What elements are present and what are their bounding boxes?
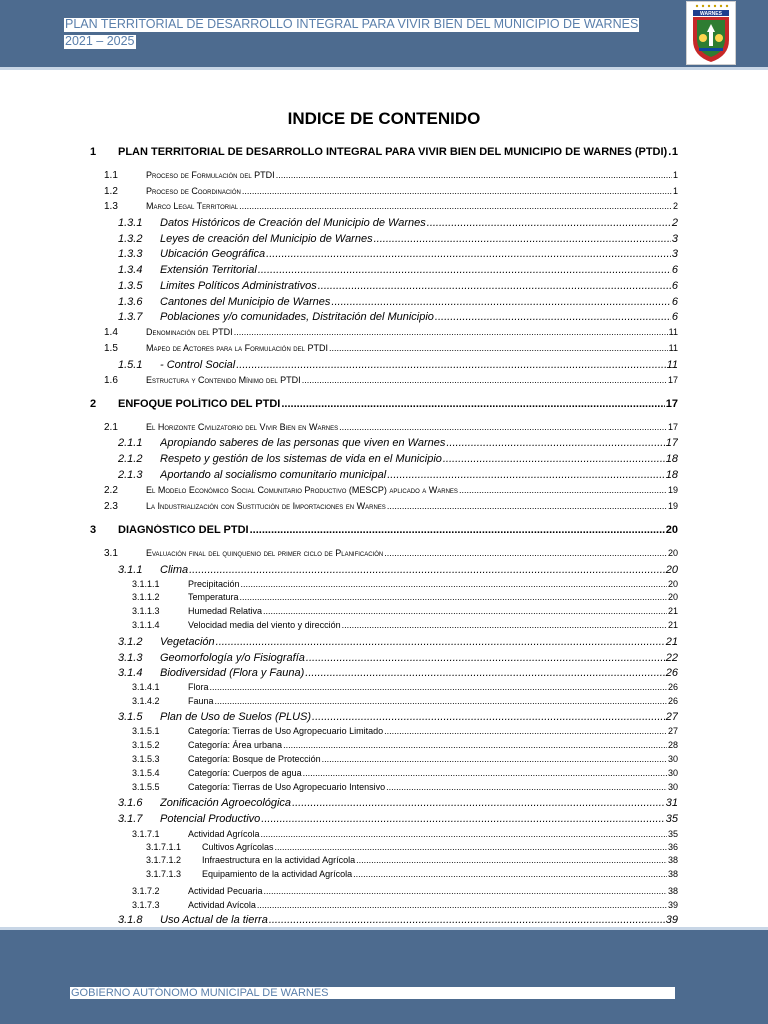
toc-entry-number: 1.3.6: [118, 296, 143, 308]
toc-entry-number: 2.1.3: [118, 469, 143, 481]
toc-entry-page: 30: [667, 768, 678, 778]
toc-entry-page: 17: [665, 398, 678, 410]
toc-entry-number: 1.2: [104, 186, 118, 197]
toc-entry-page: 17: [667, 375, 678, 385]
toc-entry-number: 3.1.1.4: [132, 620, 160, 630]
toc-entry-title: Categoría: Bosque de Protección: [188, 754, 321, 764]
toc-entry-title: Proceso de Coordinación: [146, 186, 241, 196]
toc-entry-page: 20: [667, 548, 678, 558]
toc-entry-page: 20: [667, 592, 678, 602]
toc-entry-number: 3.1.5.5: [132, 782, 160, 792]
toc-entry-number: 1.1: [104, 170, 118, 181]
toc-entry-page: 38: [667, 869, 678, 879]
toc-dot-leader: [210, 682, 667, 692]
toc-entry-number: 1.3.2: [118, 233, 143, 245]
toc-entry-number: 3.1.7.1: [132, 829, 160, 839]
toc-dot-leader: [387, 501, 667, 511]
toc-entry-title: PLAN TERRITORIAL DE DESARROLLO INTEGRAL PARA VIVIR BIEN DEL MUNICIPIO DE WARNES (PTDI): [118, 146, 668, 158]
toc-entry-page: 17: [665, 437, 678, 449]
toc-entry-page: 35: [665, 813, 678, 825]
toc-dot-leader: [435, 311, 671, 323]
toc-entry-page: 38: [667, 855, 678, 865]
toc-dot-leader: [234, 327, 668, 337]
toc-dot-leader: [189, 564, 665, 576]
toc-entry-number: 1.3: [104, 201, 118, 212]
toc-entry-title: Cantones del Municipio de Warnes: [160, 296, 331, 308]
toc-entry-page: 21: [665, 636, 678, 648]
toc-entry-title: Categoría: Tierras de Uso Agropecuario Intensivo: [188, 782, 386, 792]
toc-dot-leader: [312, 711, 665, 723]
toc-entry-page: 1: [672, 186, 678, 196]
toc-entry-number: 1.3.1: [118, 217, 143, 229]
toc-entry-title: Cultivos Agrícolas: [202, 842, 274, 852]
toc-dot-leader: [386, 782, 667, 792]
toc-dot-leader: [215, 696, 667, 706]
toc-dot-leader: [306, 652, 665, 664]
toc-entry-number: 3.1.5.4: [132, 768, 160, 778]
toc-entry-title: Leyes de creación del Municipio de Warnes: [160, 233, 373, 245]
toc-dot-leader: [263, 606, 667, 616]
toc-dot-leader: [459, 485, 667, 495]
toc-entry-page: 20: [665, 564, 678, 576]
toc-entry-page: 3: [671, 233, 678, 245]
toc-dot-leader: [356, 855, 667, 865]
toc-entry-number: 3.1.4: [118, 667, 143, 679]
toc-entry-page: 36: [667, 842, 678, 852]
toc-dot-leader: [303, 768, 667, 778]
toc-entry-page: 3: [671, 248, 678, 260]
toc-entry-page: 1: [671, 146, 678, 158]
toc-dot-leader: [261, 829, 667, 839]
toc-entry-page: 21: [667, 620, 678, 630]
toc-entry-page: 26: [665, 667, 678, 679]
toc-entry-title: Estructura y Contenido Mínimo del PTDI: [146, 375, 301, 385]
toc-entry-page: 19: [667, 485, 678, 495]
toc-entry-title: La Industrialización con Sustitución de Importaciones en Warnes: [146, 501, 386, 511]
toc-entry-number: 3.1.1.1: [132, 579, 160, 589]
toc-entry-title: Aportando al socialismo comunitario municipal: [160, 469, 387, 481]
toc-entry-title: Fauna: [188, 696, 214, 706]
toc-entry-title: Precipitación: [188, 579, 240, 589]
toc-entry-title: Marco Legal Territorial: [146, 201, 239, 211]
svg-text:WARNES: WARNES: [700, 11, 722, 17]
toc-entry-number: 2: [90, 398, 97, 410]
toc-entry-title: Datos Históricos de Creación del Municipio de Warnes: [160, 217, 426, 229]
toc-entry-number: 1.6: [104, 375, 118, 386]
toc-dot-leader: [264, 886, 667, 896]
toc-entry-title: Plan de Uso de Suelos (PLUS): [160, 711, 312, 723]
toc-entry-title: Geomorfología y/o Fisiografía: [160, 652, 305, 664]
toc-dot-leader: [236, 359, 665, 371]
toc-entry-page: 27: [665, 711, 678, 723]
toc-dot-leader: [384, 548, 667, 558]
toc-entry-page: 19: [667, 501, 678, 511]
toc-entry-title: Vegetación: [160, 636, 215, 648]
toc-entry-title: Denominación del PTDI: [146, 327, 233, 337]
toc-entry-title: Actividad Agrícola: [188, 829, 260, 839]
toc-entry-number: 3.1.7.1.3: [146, 869, 182, 879]
toc-dot-leader: [281, 398, 664, 410]
toc-dot-leader: [339, 422, 667, 432]
toc-entry-page: 39: [665, 914, 678, 926]
toc-dot-leader: [242, 186, 672, 196]
toc-entry-title: Humedad Relativa: [188, 606, 263, 616]
toc-entry-page: 1: [672, 170, 678, 180]
toc-dot-leader: [250, 524, 665, 536]
toc-entry-title: Biodiversidad (Flora y Fauna): [160, 667, 305, 679]
toc-entry-number: 1.3.4: [118, 264, 143, 276]
toc-entry-title: Mapeo de Actores para la Formulación del PTDI: [146, 343, 328, 353]
toc-dot-leader: [322, 754, 667, 764]
toc-entry-number: 3.1.7.1.2: [146, 855, 182, 865]
toc-entry-title: Categoría: Tierras de Uso Agropecuario Limitado: [188, 726, 384, 736]
toc-entry-title: Categoría: Cuerpos de agua: [188, 768, 302, 778]
toc-dot-leader: [241, 579, 667, 589]
toc-entry-number: 3.1.4.1: [132, 682, 160, 692]
toc-entry-number: 3.1.7.3: [132, 900, 160, 910]
toc-entry-number: 3.1.8: [118, 914, 143, 926]
toc-entry-number: 3.1.4.2: [132, 696, 160, 706]
toc-dot-leader: [353, 869, 667, 879]
toc-entry-number: 2.3: [104, 501, 118, 512]
toc-entry-page: 17: [667, 422, 678, 432]
toc-entry-page: 6: [671, 280, 678, 292]
toc-entry-number: 2.1.1: [118, 437, 143, 449]
toc-entry-page: 20: [667, 579, 678, 589]
toc-dot-leader: [668, 146, 671, 158]
toc-entry-number: 3.1.5.1: [132, 726, 160, 736]
toc-entry-number: 1: [90, 146, 97, 158]
toc-dot-leader: [216, 636, 665, 648]
toc-entry-title: - Control Social: [160, 359, 236, 371]
toc-entry-number: 3.1.1: [118, 564, 143, 576]
toc-entry-number: 1.5: [104, 343, 118, 354]
toc-entry-page: 20: [665, 524, 678, 536]
toc-entry-number: 1.4: [104, 327, 118, 338]
toc-entry-title: Respeto y gestión de los sistemas de vida en el Municipio: [160, 453, 442, 465]
toc-entry-title: Flora: [188, 682, 209, 692]
toc-entry-title: DIAGNÓSTICO DEL PTDI: [118, 524, 249, 536]
toc-entry-page: 6: [671, 311, 678, 323]
toc-entry-page: 22: [665, 652, 678, 664]
toc-entry-title: ENFOQUE POLÍTICO DEL PTDI: [118, 398, 281, 410]
toc-dot-leader: [258, 264, 671, 276]
toc-entry-title: Categoría: Área urbana: [188, 740, 283, 750]
toc-entry-page: 2: [671, 217, 678, 229]
toc-entry-title: Potencial Productivo: [160, 813, 261, 825]
toc-dot-leader: [443, 453, 665, 465]
footer-text: GOBIERNO AUTÓNOMO MUNICIPAL DE WARNES: [70, 987, 675, 999]
toc-dot-leader: [240, 592, 667, 602]
toc-entry-page: 30: [667, 782, 678, 792]
toc-entry-page: 39: [667, 900, 678, 910]
toc-entry-number: 3: [90, 524, 97, 536]
toc-entry-number: 3.1.5: [118, 711, 143, 723]
toc-dot-leader: [331, 296, 670, 308]
toc-entry-page: 35: [667, 829, 678, 839]
toc-entry-number: 3.1: [104, 548, 118, 559]
toc-entry-title: El Horizonte Civilizatorio del Vivir Bien en Warnes: [146, 422, 339, 432]
header-years: 2021 – 2025: [65, 34, 135, 48]
toc-entry-page: 6: [671, 264, 678, 276]
toc-entry-number: 3.1.5.3: [132, 754, 160, 764]
toc-entry-title: Apropiando saberes de las personas que viven en Warnes: [160, 437, 446, 449]
toc-entry-page: 21: [667, 606, 678, 616]
toc-entry-title: Clima: [160, 564, 189, 576]
toc-entry-page: 30: [667, 754, 678, 764]
toc-dot-leader: [374, 233, 671, 245]
toc-entry-title: Uso Actual de la tierra: [160, 914, 268, 926]
toc-entry-title: Infraestructura en la actividad Agrícola: [202, 855, 356, 865]
toc-dot-leader: [269, 914, 665, 926]
toc-dot-leader: [342, 620, 667, 630]
toc-dot-leader: [302, 375, 667, 385]
header-title: PLAN TERRITORIAL DE DESARROLLO INTEGRAL PARA VIVIR BIEN DEL MUNICIPIO DE WARNES: [65, 17, 639, 31]
toc-entry-title: Actividad Avícola: [188, 900, 256, 910]
toc-entry-number: 3.1.3: [118, 652, 143, 664]
toc-entry-page: 11: [668, 327, 678, 337]
toc-entry-page: 31: [665, 797, 678, 809]
toc-entry-title: Temperatura: [188, 592, 239, 602]
toc-entry-number: 3.1.7: [118, 813, 143, 825]
toc-dot-leader: [305, 667, 664, 679]
toc-entry-page: 27: [667, 726, 678, 736]
toc-entry-title: Ubicación Geográfica: [160, 248, 266, 260]
toc-entry-number: 1.3.3: [118, 248, 143, 260]
toc-entry-number: 1.3.5: [118, 280, 143, 292]
toc-entry-page: 18: [665, 469, 678, 481]
toc-entry-page: 38: [667, 886, 678, 896]
toc-entry-number: 2.2: [104, 485, 118, 496]
page-footer: [0, 930, 768, 1024]
toc-entry-page: 26: [667, 696, 678, 706]
toc-entry-number: 1.3.7: [118, 311, 143, 323]
toc-entry-title: Poblaciones y/o comunidades, Distritación del Municipio: [160, 311, 434, 323]
document-title: INDICE DE CONTENIDO: [287, 109, 481, 128]
toc-entry-number: 3.1.6: [118, 797, 143, 809]
toc-entry-number: 3.1.5.2: [132, 740, 160, 750]
toc-entry-number: 2.1: [104, 422, 118, 433]
municipal-coat-of-arms-logo: [686, 1, 736, 65]
toc-entry-title: Proceso de Formulación del PTDI: [146, 170, 275, 180]
toc-dot-leader: [276, 170, 672, 180]
toc-dot-leader: [261, 813, 664, 825]
toc-entry-number: 2.1.2: [118, 453, 143, 465]
toc-entry-title: Evaluación final del quinquenio del primer ciclo de Planificación: [146, 548, 384, 558]
toc-dot-leader: [446, 437, 664, 449]
toc-entry-title: Extensión Territorial: [160, 264, 257, 276]
toc-dot-leader: [239, 201, 672, 211]
toc-dot-leader: [275, 842, 667, 852]
toc-dot-leader: [257, 900, 667, 910]
toc-entry-title: Zonificación Agroecológica: [160, 797, 292, 809]
toc-dot-leader: [266, 248, 671, 260]
toc-entry-title: Velocidad media del viento y dirección: [188, 620, 341, 630]
toc-entry-page: 28: [667, 740, 678, 750]
toc-entry-page: 2: [672, 201, 678, 211]
toc-entry-title: Limites Políticos Administrativos: [160, 280, 317, 292]
toc-entry-page: 26: [667, 682, 678, 692]
toc-entry-number: 3.1.7.1.1: [146, 842, 182, 852]
toc-dot-leader: [329, 343, 668, 353]
toc-entry-number: 1.5.1: [118, 359, 143, 371]
toc-dot-leader: [427, 217, 671, 229]
toc-entry-page: 18: [665, 453, 678, 465]
toc-entry-page: 6: [671, 296, 678, 308]
toc-dot-leader: [318, 280, 671, 292]
toc-entry-number: 3.1.1.3: [132, 606, 160, 616]
toc-entry-page: 11: [666, 359, 678, 371]
toc-entry-number: 3.1.1.2: [132, 592, 160, 602]
toc-dot-leader: [283, 740, 667, 750]
toc-entry-title: Actividad Pecuaria: [188, 886, 263, 896]
toc-entry-number: 3.1.2: [118, 636, 143, 648]
toc-dot-leader: [387, 469, 665, 481]
toc-entry-number: 3.1.7.2: [132, 886, 160, 896]
toc-entry-page: 11: [668, 343, 678, 353]
toc-entry-title: El Modelo Económico Social Comunitario Productivo (MESCP) aplicado a Warnes: [146, 485, 458, 495]
toc-entry-title: Equipamiento de la actividad Agrícola: [202, 869, 353, 879]
toc-dot-leader: [384, 726, 667, 736]
toc-dot-leader: [292, 797, 665, 809]
header-divider: [0, 67, 768, 70]
